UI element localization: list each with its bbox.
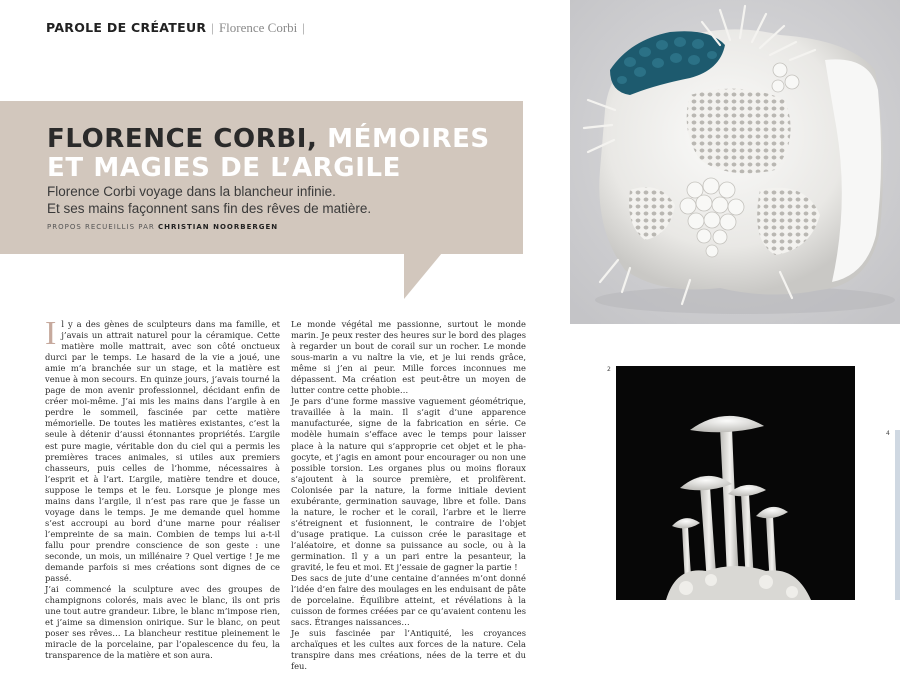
- article-standfirst: [47, 183, 507, 217]
- section-kicker: PAROLE DE CRÉATEUR: [46, 20, 207, 35]
- body-paragraph: J’ai commencé la sculpture avec des groupes de champignons colorés, mais avec le blanc, ils ont pris une tout autre grandeur. Libre, le blanc m’impose rien, et j’aime sa dimension onirique. Sur le blanc, on peut poser ses rêves… La blancheur restitue pleinement le miracle de la porcelaine, par l’opalescence du feu, la transparence de la matière et son aura.: [45, 584, 280, 661]
- section-rubric: [46, 20, 310, 36]
- drop-cap: I: [45, 315, 57, 352]
- title-box-tail: [404, 253, 442, 299]
- rubric-separator-trailing: |: [302, 20, 305, 35]
- body-text: l y a des gènes de sculpteurs dans ma famille, et j’avais un attrait naturel pour la céramique. Cette matière molle mattrait, avec son côté onctueux durci par le temps. Le hasard de la vie a joué, une amie m’a branchée sur un stage, et la matière est venue à mon secours. En quinze jours, j’avais tourné la page de mon avenir professionnel, décidant enfin de créer moi-même. J’ai mis les mains dans l’argile à en perdre le sommeil, fascinée par cette matière mémorielle. De toutes les matières existantes, c’est la seule à détenir d’aussi étonnantes propriétés. L’argile est pure magie, véritable don du ciel qui a permis les premières traces animales, si utiles aux premiers chasseurs, puis celles de l’homme, nécessaires à l’esprit et à l’art. L’argile, matière tendre et douce, suppose le temps et le feu. Lorsque je plonge mes mains dans l’argile, il n’est pas rare que je fasse un voyage dans le temps. Je me demande quel homme s’est accroupi au bord d’une marne pour réaliser l’empreinte de sa main. Combien de temps lui a-t-il fallu pour prendre conscience de son geste : une seconde, un mois, un millénaire ? Quel vertige ! Je me demande parfois si mes créations sont dignes de ce passé.: [45, 319, 280, 584]
- photo-caption-number: 4: [886, 430, 890, 437]
- photo-mushroom-sculpture: [616, 366, 855, 600]
- photo-coral-sculpture: [570, 0, 900, 324]
- rubric-separator: |: [211, 20, 214, 35]
- coral-sculpture-illustration: [570, 0, 900, 324]
- article-headline: [47, 125, 517, 183]
- body-paragraph: Je pars d’une forme massive vaguement géométrique, travaillée à la main. Il s’agit d’une apparence manufacturée, signe de la fabrication en série. Ce modèle humain s’efface avec le temps pour laisser place à la nature qui s’approprie cet objet et le phagocyte, et j’agis en amont pour encourager ou non une possible torsion. Les organes plus ou moins floraux s’ajoutent à la source première, et prolifèrent. Colonisée par la nature, la forme initiale devient exubérante, germination sauvage, libre et folle. Dans la nature, le rocher et le corail, l’arbre et le lierre s’étreignent et fusionnent, le contraire de l’objet d’usage pratique. La cuisson crée le parasitage et l’aléatoire, et donne sa puissance au socle, ou à la germination. Il y a un pari entre la pesanteur, la gravité, le feu et moi. Et j’essaie de gagner la partie !: [291, 396, 526, 573]
- headline-part-memoires: MÉMOIRES: [317, 124, 490, 154]
- interview-credit: [47, 223, 278, 231]
- credit-prefix: PROPOS RECUEILLIS PAR: [47, 223, 158, 231]
- credit-author: CHRISTIAN NOORBERGEN: [157, 223, 279, 231]
- rubric-artist-name: Florence Corbi: [218, 20, 298, 35]
- adjacent-photo-edge: [895, 430, 900, 600]
- headline-part-name: FLORENCE CORBI,: [47, 124, 318, 154]
- standfirst-line-2: Et ses mains façonnent sans fin des rêves de matière.: [47, 201, 372, 216]
- standfirst-line-1: Florence Corbi voyage dans la blancheur infinie.: [47, 184, 336, 199]
- mushroom-sculpture-illustration: [616, 366, 855, 600]
- body-column-1: [45, 315, 280, 661]
- photo-caption-number: 2: [607, 366, 611, 373]
- body-paragraph: [45, 315, 280, 584]
- body-paragraph: Je suis fascinée par l’Antiquité, les croyances archaïques et les cultes aux forces de la nature. Cela transpire dans mes créations, nées de la terre et du feu.: [291, 628, 526, 672]
- headline-part-magies: ET MAGIES DE L’ARGILE: [47, 153, 402, 183]
- body-paragraph: Le monde végétal me passionne, surtout le monde marin. Je peux rester des heures sur le bord des plages à regarder un bout de corail sur un rocher. Le monde sous-marin a vu naître la vie, et je lui rends grâce, même si j’en ai peur. Mille forces inconnues me dépassent. Ma création est peut-être un moyen de lutter contre cette phobie…: [291, 319, 526, 396]
- body-paragraph: Des sacs de jute d’une centaine d’années m’ont donné l’idée d’en faire des moulages en les enduisant de pâte de porcelaine. Équilibre atteint, et révélations à la cuisson de formes créées par ce qu’avaient contenu les sacs. Étranges naissances…: [291, 573, 526, 628]
- body-column-2: [291, 319, 526, 673]
